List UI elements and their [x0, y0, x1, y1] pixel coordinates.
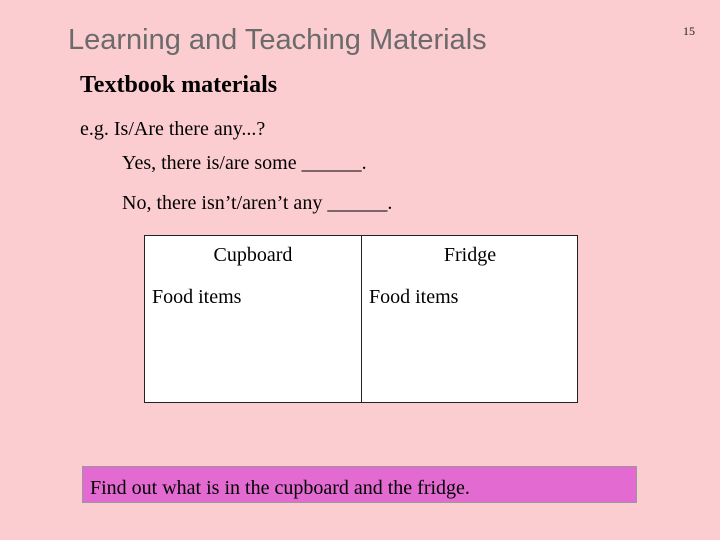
example-answer-yes: Yes, there is/are some ______.: [122, 152, 367, 174]
slide-title: Learning and Teaching Materials: [68, 24, 487, 56]
example-question: e.g. Is/Are there any...?: [80, 118, 266, 140]
fridge-heading: Fridge: [443, 244, 497, 266]
fridge-column: [361, 236, 578, 402]
food-table: [144, 235, 578, 403]
instruction-box: Find out what is in the cupboard and the fridge.: [82, 466, 637, 503]
cupboard-heading: Cupboard: [213, 244, 293, 266]
example-answer-no: No, there isn’t/aren’t any ______.: [122, 192, 393, 214]
fridge-food-items-label: Food items: [369, 286, 459, 308]
cupboard-column: [145, 236, 361, 402]
slide-subtitle: Textbook materials: [80, 72, 278, 98]
cupboard-food-items-label: Food items: [152, 286, 242, 308]
page-number: 15: [683, 24, 695, 38]
